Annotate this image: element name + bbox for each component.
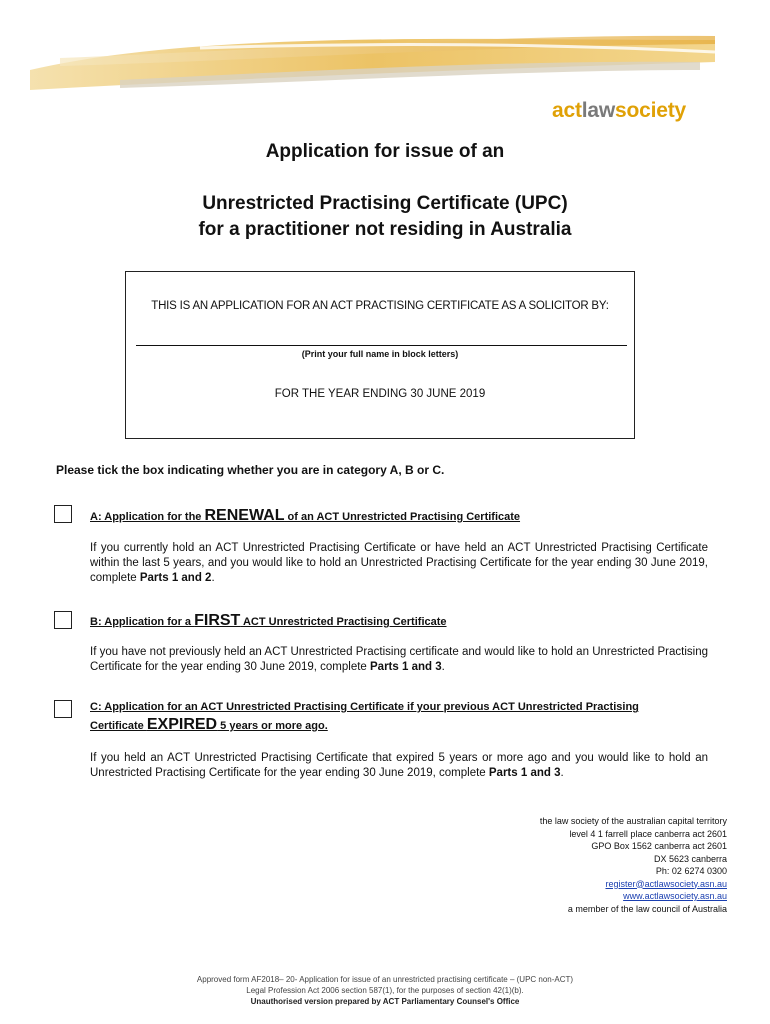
footer-approved-form: Approved form AF2018– 20- Application for issue of an unrestricted practising certificate – (UPC non-ACT) xyxy=(196,975,574,984)
address-society-name: the law society of the australian capital territory xyxy=(539,816,727,826)
full-name-field[interactable] xyxy=(136,345,627,346)
category-a-checkbox[interactable] xyxy=(54,505,72,523)
address-phone: Ph: 02 6274 0300 xyxy=(655,866,727,876)
address-street: level 4 1 farrell place canberra act 2601 xyxy=(569,828,727,839)
year-ending-label: FOR THE YEAR ENDING 30 JUNE 2019 xyxy=(274,388,486,400)
address-po-box: GPO Box 1562 canberra act 2601 xyxy=(591,841,727,851)
address-member-note: a member of the law council of Australia xyxy=(567,903,727,914)
category-c-checkbox[interactable] xyxy=(54,700,72,718)
document-title-line3: for a practitioner not residing in Australia xyxy=(198,219,572,240)
document-title-line2: Unrestricted Practising Certificate (UPC) xyxy=(202,193,568,214)
footer-unauthorised-note: Unauthorised version prepared by ACT Parliamentary Counsel's Office xyxy=(250,997,520,1006)
address-dx: DX 5623 canberra xyxy=(653,853,727,864)
act-law-society-logo xyxy=(552,99,686,123)
full-name-hint: (Print your full name in block letters) xyxy=(301,349,459,359)
logo-act-text: act xyxy=(552,99,582,122)
category-b-checkbox[interactable] xyxy=(54,611,72,629)
logo-society-text: society xyxy=(615,99,686,122)
footer-legal-reference: Legal Profession Act 2006 section 587(1), for the purposes of section 42(1)(b). xyxy=(246,986,524,995)
address-email-link[interactable]: register@actlawsociety.asn.au xyxy=(605,878,727,889)
document-title-line1: Application for issue of an xyxy=(265,141,505,162)
society-address-block xyxy=(540,815,727,915)
application-statement: THIS IS AN APPLICATION FOR AN ACT PRACTISING CERTIFICATE AS A SOLICITOR BY: xyxy=(151,300,609,312)
category-a-description: If you currently hold an ACT Unrestricted Practising Certificate or have held an ACT Unrestricted Practising Certificate within the last 5 years, and you would like to hold an Unrestricted Practising Certificate for the year ending 30 June 2019, complete Parts 1 and 2. xyxy=(90,542,708,584)
logo-law-text: law xyxy=(581,99,616,122)
applicant-details-box xyxy=(125,271,635,439)
category-c-heading: C: Application for an ACT Unrestricted Practising Certificate if your previous ACT Unrestricted Practising Certificate EXPIRED 5 years or more ago. xyxy=(90,701,639,733)
header-banner-graphic xyxy=(0,0,770,100)
category-instruction: Please tick the box indicating whether you are in category A, B or C. xyxy=(56,463,445,477)
category-b-heading: B: Application for a FIRST ACT Unrestricted Practising Certificate xyxy=(90,612,447,629)
category-c-description: If you held an ACT Unrestricted Practising Certificate that expired 5 years or more ago and you would like to hold an Unrestricted Practising Certificate for the year ending 30 June 2019, complete Parts 1 and 3. xyxy=(90,752,708,779)
address-website-link[interactable]: www.actlawsociety.asn.au xyxy=(623,891,727,901)
category-b-description: If you have not previously held an ACT Unrestricted Practising certificate and would like to hold an Unrestricted Practising Certificate for the year ending 30 June 2019, complete Parts 1 and 3. xyxy=(90,646,708,673)
category-a-heading: A: Application for the RENEWAL of an ACT Unrestricted Practising Certificate xyxy=(90,507,521,524)
